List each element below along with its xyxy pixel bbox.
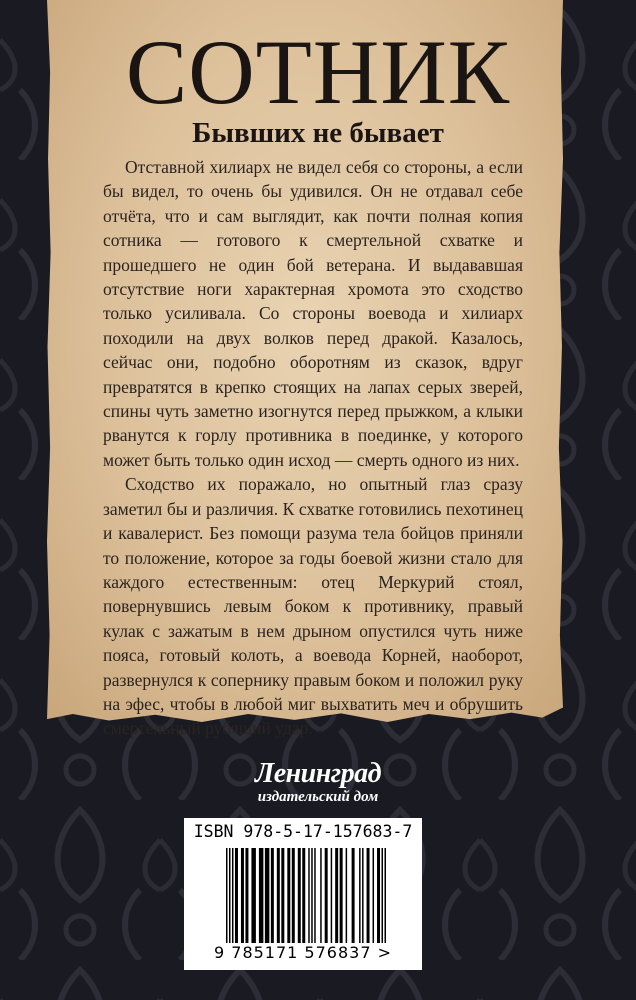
barcode-bar (287, 848, 290, 943)
barcode-bar (362, 848, 363, 943)
annotation-text (103, 155, 523, 741)
barcode-bar (346, 848, 347, 943)
barcode-bar (259, 848, 263, 943)
barcode-bar (311, 848, 312, 943)
barcode-bar (271, 848, 274, 943)
barcode-bar (335, 848, 338, 943)
barcode-bar (359, 848, 360, 943)
barcode-bar (245, 848, 248, 943)
isbn-digits: 9 785171 576837 > (214, 943, 392, 962)
barcode-bar (229, 848, 230, 943)
publisher-logo (218, 760, 418, 808)
publisher-tagline: издательский дом (257, 789, 379, 805)
barcode-bar (251, 848, 255, 943)
annotation-paragraph: Сходство их поражало, но опытный глаз сразу заметил бы и различия. К схватке готовились пехотинец и кавалерист. Без помощи разума тела бойцов приняли то положение, которое за годы боевой жизни стало для каждого естественным: отец Меркурий стоял, повернувшись левым боком к противнику, правый кулак с зажатым в нем дрыном опустился чуть ниже пояса, готовый колоть, а воевода Корней, наоборот, развернулся к сопернику правым боком и положил руку на эфес, чтобы в любой миг выхватить меч и обрушить смертельный рубящий удар. (103, 474, 523, 739)
isbn-label: ISBN 978-5-17-157683-7 (193, 822, 413, 841)
barcode-bar (308, 848, 309, 943)
book-title: СОТНИК (125, 21, 511, 123)
barcode-bar (320, 848, 321, 943)
barcode-bar (331, 848, 332, 943)
barcode-bar (302, 848, 305, 943)
barcode-bar (325, 848, 328, 943)
barcode-bar (373, 848, 374, 943)
barcode-bar (292, 848, 295, 943)
isbn-barcode-box (184, 818, 422, 970)
barcode-bar (352, 848, 355, 943)
barcode-bar (385, 848, 386, 943)
publisher-name: Ленинград (254, 758, 382, 789)
barcode-bar (340, 848, 343, 943)
barcode-bar (298, 848, 301, 943)
book-subtitle: Бывших не бывает (192, 117, 444, 149)
barcode-bar (367, 848, 370, 943)
barcode-bar (377, 848, 380, 943)
barcode-bar (382, 848, 383, 943)
annotation-paragraph: Отставной хилиарх не видел себя со стороны, а если бы видел, то очень бы удивился. Он не отдавал себе отчёта, что и сам выглядит, как почти полная копия сотника — готового к смертельной схватке и прошедшего не один бой ветерана. И выдававшая отсутствие ноги характерная хромота это сходство только усиливала. Со стороны воевода и хилиарх походили на двух волков перед дракой. Казалось, сейчас они, подобно оборотням из сказок, вдруг превратятся в крепко стоящих на лапах серых зверей, спины чуть заметно изогнутся перед прыжком, а клыки рванутся к горлу противника в поединке, у которого может быть только один исход — смерть одного из них. (103, 157, 523, 470)
barcode-bar (281, 848, 284, 943)
barcode-bar (314, 848, 315, 943)
barcode-bar (232, 848, 233, 943)
barcode (226, 848, 386, 943)
barcode-bar (277, 848, 280, 943)
barcode-bar (241, 848, 244, 943)
barcode-bar (235, 848, 238, 943)
barcode-bar (226, 848, 227, 943)
barcode-bar (265, 848, 269, 943)
